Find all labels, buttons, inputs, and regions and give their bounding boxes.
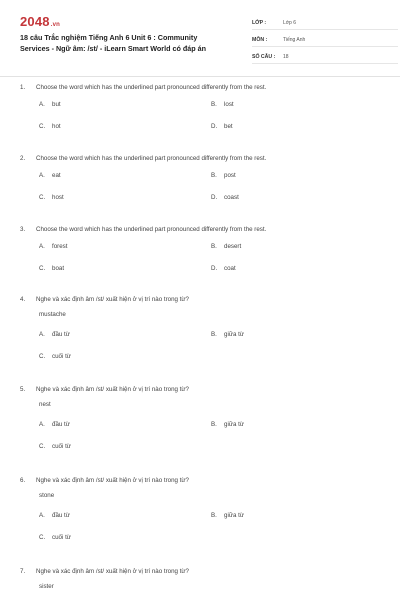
question-text: Nghe và xác định âm /st/ xuất hiện ở vị trí nào trong từ?	[36, 567, 189, 575]
option-text: desert	[224, 242, 242, 250]
option-text: cuối từ	[52, 443, 71, 451]
option-text: coast	[224, 194, 239, 202]
logo-main: 2048	[20, 14, 50, 29]
page-header	[20, 0, 378, 62]
option-c[interactable]	[39, 436, 211, 459]
question-text: Choose the word which has the underlined part pronounced differently from the rest.	[36, 154, 267, 162]
question-5	[20, 383, 378, 474]
meta-value-class: Lớp 6	[283, 20, 297, 26]
option-a[interactable]	[39, 323, 211, 346]
option-a[interactable]	[39, 93, 211, 116]
option-b[interactable]	[211, 235, 378, 258]
question-6	[20, 474, 378, 565]
question-word: mustache	[39, 311, 66, 318]
meta-label-class: LỚP :	[252, 20, 267, 26]
option-text: giữa từ	[224, 330, 244, 338]
question-text: Choose the word which has the underlined part pronounced differently from the rest.	[36, 225, 267, 233]
question-number: 5.	[20, 385, 26, 393]
option-c[interactable]	[39, 527, 211, 550]
question-text: Nghe và xác định âm /st/ xuất hiện ở vị trí nào trong từ?	[36, 295, 189, 303]
option-b[interactable]	[211, 504, 378, 527]
meta-label-count: SỐ CÂU :	[252, 54, 276, 60]
question-text: Nghe và xác định âm /st/ xuất hiện ở vị trí nào trong từ?	[36, 476, 189, 484]
option-d[interactable]	[211, 258, 378, 281]
options-grid	[39, 164, 378, 209]
question-stem	[20, 474, 378, 486]
option-text: forest	[52, 242, 68, 250]
question-3	[20, 223, 378, 293]
option-letter: B.	[211, 100, 217, 108]
meta-label-subject: MÔN :	[252, 37, 268, 43]
option-text: đầu từ	[52, 420, 70, 428]
option-text: giữa từ	[224, 420, 244, 428]
option-text: post	[224, 171, 236, 179]
option-letter: A.	[39, 420, 45, 428]
option-d[interactable]	[211, 187, 378, 210]
option-letter: D.	[211, 123, 218, 131]
site-logo[interactable]	[20, 14, 60, 29]
question-2	[20, 152, 378, 223]
option-letter: B.	[211, 330, 217, 338]
option-d[interactable]	[211, 116, 378, 139]
option-letter: A.	[39, 171, 45, 179]
question-7	[20, 565, 378, 595]
option-c[interactable]	[39, 346, 211, 369]
question-stem	[20, 293, 378, 305]
option-text: bet	[224, 123, 233, 131]
option-letter: C.	[39, 265, 46, 273]
options-grid	[39, 504, 378, 549]
question-stem	[20, 565, 378, 577]
option-text: cuối từ	[52, 353, 71, 361]
question-word: sister	[39, 583, 54, 590]
option-text: đầu từ	[52, 330, 70, 338]
option-a[interactable]	[39, 235, 211, 258]
option-a[interactable]	[39, 504, 211, 527]
option-c[interactable]	[39, 187, 211, 210]
option-letter: B.	[211, 171, 217, 179]
option-text: giữa từ	[224, 511, 244, 519]
option-text: coat	[224, 265, 236, 273]
option-text: eat	[52, 171, 61, 179]
option-letter: A.	[39, 330, 45, 338]
header-divider	[0, 76, 400, 77]
option-text: đầu từ	[52, 511, 70, 519]
meta-value-subject: Tiếng Anh	[283, 37, 306, 43]
question-number: 4.	[20, 295, 26, 303]
option-a[interactable]	[39, 164, 211, 187]
option-letter: C.	[39, 534, 46, 542]
option-b[interactable]	[211, 413, 378, 436]
question-1	[20, 81, 378, 152]
page-title: 18 câu Trắc nghiệm Tiếng Anh 6 Unit 6 : Community Services - Ngữ âm: /st/ - iLearn Smart World có đáp án	[20, 33, 207, 53]
question-stem	[20, 152, 378, 164]
meta-info	[252, 13, 398, 64]
meta-row-count	[252, 47, 398, 64]
question-list	[20, 81, 378, 595]
option-c[interactable]	[39, 116, 211, 139]
option-letter: B.	[211, 420, 217, 428]
option-b[interactable]	[211, 323, 378, 346]
option-a[interactable]	[39, 413, 211, 436]
question-word: stone	[39, 492, 55, 499]
question-word: nest	[39, 401, 51, 408]
question-number: 7.	[20, 567, 26, 575]
option-letter: B.	[211, 511, 217, 519]
option-text: but	[52, 100, 61, 108]
question-number: 2.	[20, 154, 26, 162]
options-grid	[39, 323, 378, 368]
option-letter: C.	[39, 123, 46, 131]
option-c[interactable]	[39, 258, 211, 281]
option-b[interactable]	[211, 93, 378, 116]
options-grid	[39, 235, 378, 280]
option-letter: C.	[39, 194, 46, 202]
question-text: Nghe và xác định âm /st/ xuất hiện ở vị trí nào trong từ?	[36, 385, 189, 393]
question-stem	[20, 383, 378, 395]
option-letter: A.	[39, 100, 45, 108]
question-number: 1.	[20, 83, 26, 91]
option-letter: D.	[211, 194, 218, 202]
option-letter: C.	[39, 443, 46, 451]
meta-value-count: 18	[283, 54, 289, 60]
option-letter: A.	[39, 511, 45, 519]
options-grid	[39, 93, 378, 138]
question-number: 3.	[20, 225, 26, 233]
question-stem	[20, 81, 378, 93]
option-text: hot	[52, 123, 61, 131]
logo-sub: .vn	[50, 22, 61, 28]
question-4	[20, 293, 378, 383]
option-letter: B.	[211, 242, 217, 250]
meta-row-subject	[252, 30, 398, 47]
option-text: cuối từ	[52, 534, 71, 542]
options-grid	[39, 413, 378, 458]
question-text: Choose the word which has the underlined part pronounced differently from the rest.	[36, 83, 267, 91]
option-letter: D.	[211, 265, 218, 273]
meta-row-class	[252, 13, 398, 30]
question-stem	[20, 223, 378, 235]
question-number: 6.	[20, 476, 26, 484]
option-letter: A.	[39, 242, 45, 250]
option-text: host	[52, 194, 64, 202]
option-text: lost	[224, 100, 234, 108]
option-text: boat	[52, 265, 65, 273]
option-letter: C.	[39, 353, 46, 361]
option-b[interactable]	[211, 164, 378, 187]
